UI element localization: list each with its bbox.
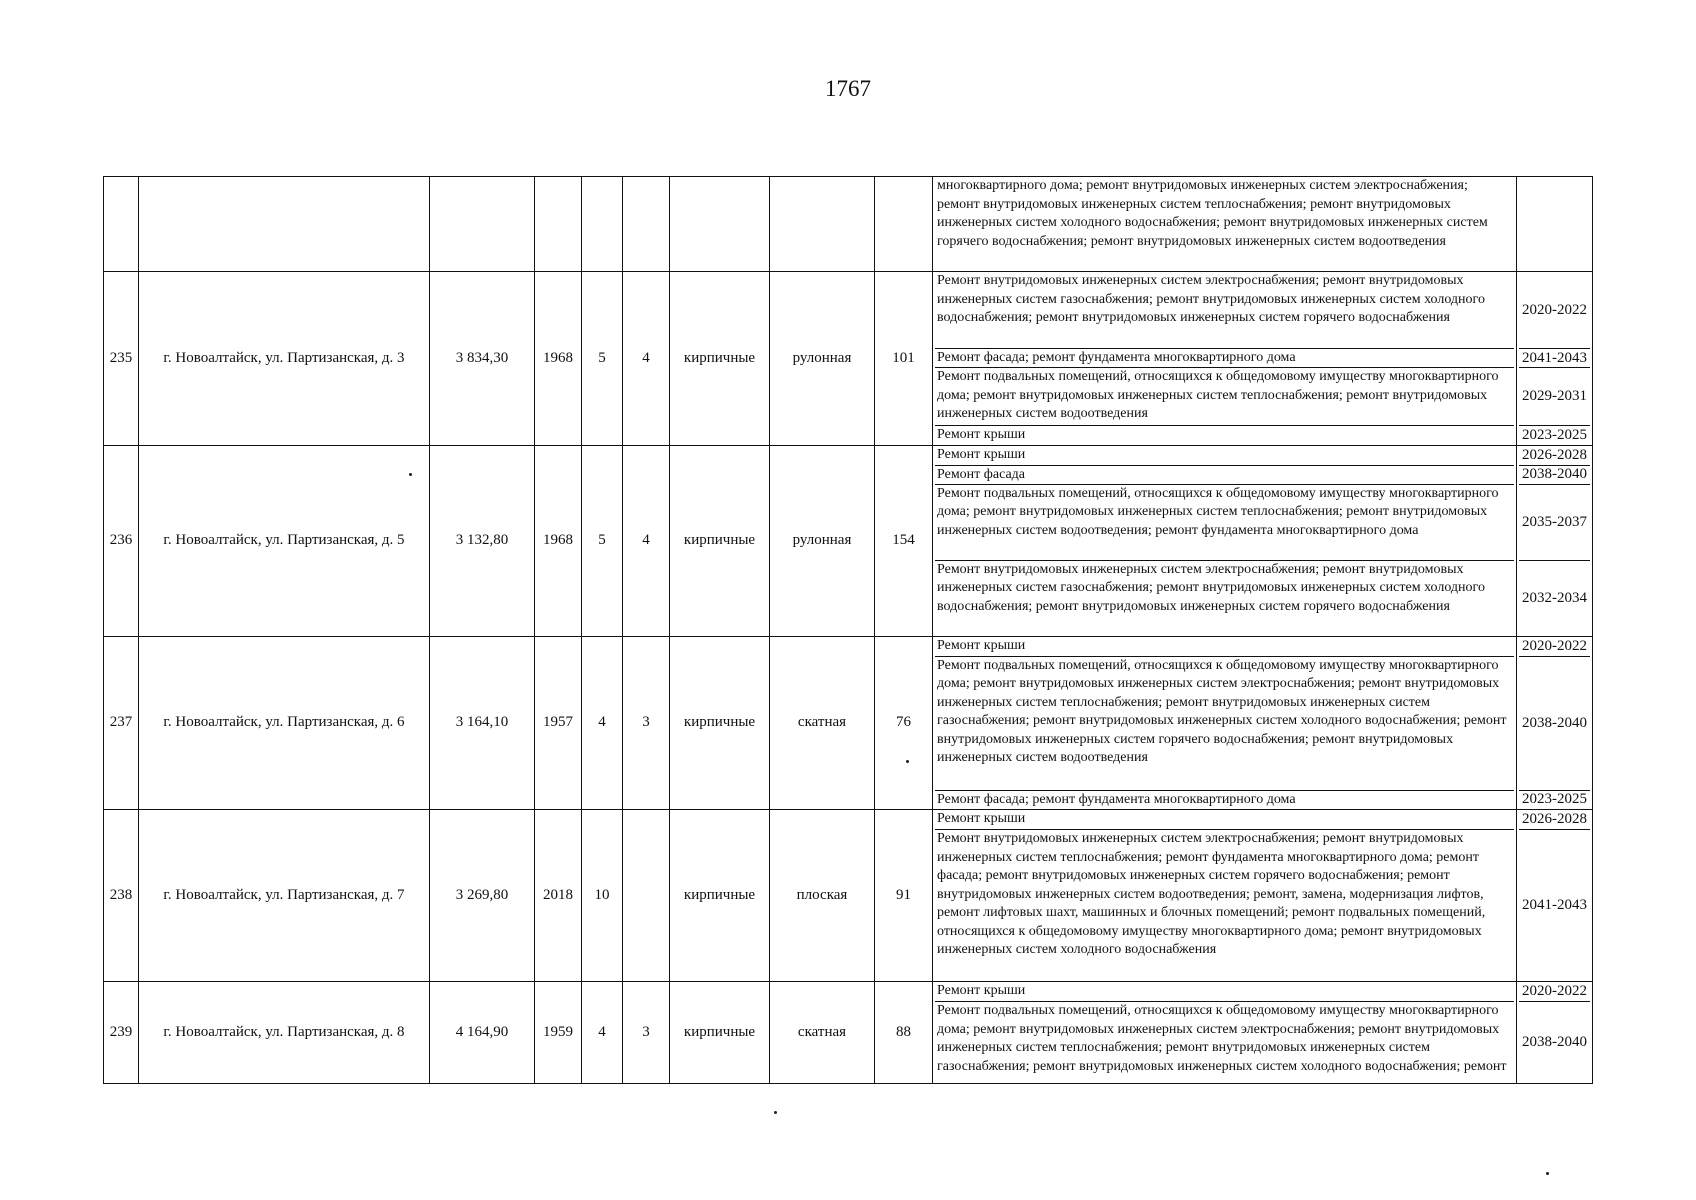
work-period: 2041-2043: [1519, 348, 1590, 367]
page-number: 1767: [825, 76, 871, 101]
cell-wall: кирпичные: [670, 272, 770, 446]
cell-entrances: [623, 810, 670, 982]
cell-area: 3 164,10: [430, 636, 535, 810]
work-text: Ремонт фасада; ремонт фундамента многоквартирного дома: [935, 790, 1514, 810]
scan-speck: [409, 473, 412, 476]
work-period: 2032-2034: [1519, 560, 1590, 636]
work-text: Ремонт фасада; ремонт фундамента многоквартирного дома: [935, 348, 1514, 367]
cell-works: [933, 636, 1517, 810]
cell-year: 1968: [535, 272, 582, 446]
cell-works: [933, 177, 1517, 272]
cell-works: [933, 272, 1517, 446]
scan-speck: [774, 1111, 777, 1114]
work-period: [1519, 177, 1590, 271]
cell-year: 2018: [535, 810, 582, 982]
cell-num: 237: [104, 636, 139, 810]
cell-year: 1957: [535, 636, 582, 810]
cell-works: [933, 982, 1517, 1084]
cell-entrances: 3: [623, 636, 670, 810]
cell-year: [535, 177, 582, 272]
work-period: 2020-2022: [1522, 301, 1587, 318]
work-period: 2023-2025: [1519, 790, 1590, 810]
work-period: 2038-2040: [1519, 465, 1590, 484]
work-period: 2038-2040: [1519, 1001, 1590, 1083]
work-period: 2020-2022: [1522, 983, 1587, 999]
cell-wall: кирпичные: [670, 636, 770, 810]
work-text: Ремонт подвальных помещений, относящихся к общедомовому имуществу многоквартирного дома; ремонт внутридомовых инженерных систем электроснабжения; ремонт внутридомовых инженерных систем теплоснабжения; ремонт внутридомовых инженерных систем газоснабжения; ремонт внутридомовых инженерных систем холодного водоснабжения; ремонт: [935, 1001, 1514, 1083]
cell-num: 236: [104, 445, 139, 636]
cell-periods: [1517, 272, 1593, 446]
cell-residents: 88: [875, 982, 933, 1084]
work-period: 2023-2025: [1519, 425, 1590, 445]
cell-year: 1959: [535, 982, 582, 1084]
table-row: [104, 445, 1593, 636]
cell-num: 239: [104, 982, 139, 1084]
table-row: [104, 636, 1593, 810]
work-period: 2026-2028: [1522, 811, 1587, 827]
work-text: Ремонт внутридомовых инженерных систем электроснабжения; ремонт внутридомовых инженерных систем теплоснабжения; ремонт фундамента многоквартирного дома; ремонт фасада; ремонт внутридомовых инженерных систем горячего водоснабжения; ремонт внутридомовых инженерных систем водоотведения; ремонт, замена, модернизация лифтов, ремонт лифтовых шахт, машинных и блочных помещений; ремонт подвальных помещений, относящихся к общедомовому имуществу многоквартирного дома; ремонт внутридомовых инженерных систем холодного водоснабжения: [935, 829, 1514, 981]
cell-periods: [1517, 982, 1593, 1084]
work-period: 2035-2037: [1519, 484, 1590, 560]
cell-roof: плоская: [770, 810, 875, 982]
cell-entrances: 4: [623, 272, 670, 446]
cell-works: [933, 810, 1517, 982]
cell-roof: [770, 177, 875, 272]
work-text: Ремонт подвальных помещений, относящихся к общедомовому имуществу многоквартирного дома; ремонт внутридомовых инженерных систем электроснабжения; ремонт внутридомовых инженерных систем теплоснабжения; ремонт внутридомовых инженерных систем газоснабжения; ремонт внутридомовых инженерных систем холодного водоснабжения; ремонт внутридомовых инженерных систем горячего водоснабжения; ремонт внутридомовых инженерных систем водоотведения: [935, 656, 1514, 790]
work-text: Ремонт внутридомовых инженерных систем электроснабжения; ремонт внутридомовых инженерных систем газоснабжения; ремонт внутридомовых инженерных систем холодного водоснабжения; ремонт внутридомовых инженерных систем горячего водоснабжения: [935, 560, 1514, 636]
cell-periods: [1517, 810, 1593, 982]
cell-floors: 5: [582, 445, 623, 636]
cell-residents: 101: [875, 272, 933, 446]
work-text: Ремонт крыши: [937, 637, 1026, 653]
work-period: 2029-2031: [1519, 367, 1590, 425]
cell-wall: кирпичные: [670, 445, 770, 636]
cell-address: г. Новоалтайск, ул. Партизанская, д. 8: [139, 982, 430, 1084]
work-text: многоквартирного дома; ремонт внутридомовых инженерных систем электроснабжения; ремонт внутридомовых инженерных систем теплоснабжения; ремонт внутридомовых инженерных систем холодного водоснабжения; ремонт внутридомовых инженерных систем горячего водоснабжения; ремонт внутридомовых инженерных систем водоотведения: [937, 178, 1488, 249]
work-text: Ремонт крыши: [935, 425, 1514, 445]
cell-floors: 10: [582, 810, 623, 982]
cell-periods: [1517, 177, 1593, 272]
cell-roof: рулонная: [770, 272, 875, 446]
cell-roof: скатная: [770, 636, 875, 810]
cell-address: г. Новоалтайск, ул. Партизанская, д. 7: [139, 810, 430, 982]
cell-floors: 4: [582, 636, 623, 810]
cell-wall: кирпичные: [670, 810, 770, 982]
cell-area: 3 834,30: [430, 272, 535, 446]
cell-area: [430, 177, 535, 272]
table-row: [104, 272, 1593, 446]
work-text: Ремонт подвальных помещений, относящихся к общедомовому имуществу многоквартирного дома; ремонт внутридомовых инженерных систем теплоснабжения; ремонт внутридомовых инженерных систем водоотведения; ремонт фундамента многоквартирного дома: [935, 484, 1514, 560]
cell-area: 4 164,90: [430, 982, 535, 1084]
work-text: Ремонт крыши: [937, 983, 1026, 998]
table-row: [104, 982, 1593, 1084]
table-row: [104, 810, 1593, 982]
cell-residents: [875, 177, 933, 272]
cell-area: 3 132,80: [430, 445, 535, 636]
cell-roof: скатная: [770, 982, 875, 1084]
cell-address: г. Новоалтайск, ул. Партизанская, д. 6: [139, 636, 430, 810]
work-period: 2038-2040: [1519, 656, 1590, 790]
cell-num: [104, 177, 139, 272]
cell-num: 235: [104, 272, 139, 446]
cell-works: [933, 445, 1517, 636]
work-period: 2026-2028: [1522, 446, 1587, 463]
work-text: Ремонт внутридомовых инженерных систем электроснабжения; ремонт внутридомовых инженерных систем газоснабжения; ремонт внутридомовых инженерных систем холодного водоснабжения; ремонт внутридомовых инженерных систем горячего водоснабжения: [937, 273, 1485, 325]
scan-speck: [906, 760, 909, 763]
table-row-continuation: [104, 177, 1593, 272]
cell-periods: [1517, 636, 1593, 810]
cell-residents: 76: [875, 636, 933, 810]
work-period: 2020-2022: [1522, 637, 1587, 654]
cell-wall: кирпичные: [670, 982, 770, 1084]
work-text: Ремонт крыши: [937, 811, 1026, 826]
cell-entrances: 3: [623, 982, 670, 1084]
work-period: 2041-2043: [1519, 829, 1590, 981]
cell-floors: 4: [582, 982, 623, 1084]
cell-entrances: 4: [623, 445, 670, 636]
capital-repair-table: [103, 176, 1593, 1084]
scan-speck: [1546, 1172, 1549, 1175]
cell-residents: 154: [875, 445, 933, 636]
cell-year: 1968: [535, 445, 582, 636]
cell-address: г. Новоалтайск, ул. Партизанская, д. 3: [139, 272, 430, 446]
cell-residents: 91: [875, 810, 933, 982]
cell-wall: [670, 177, 770, 272]
cell-periods: [1517, 445, 1593, 636]
cell-entrances: [623, 177, 670, 272]
cell-floors: 5: [582, 272, 623, 446]
cell-roof: рулонная: [770, 445, 875, 636]
work-text: Ремонт крыши: [937, 446, 1026, 462]
cell-num: 238: [104, 810, 139, 982]
cell-area: 3 269,80: [430, 810, 535, 982]
work-text: Ремонт фасада: [935, 465, 1514, 484]
work-text: Ремонт подвальных помещений, относящихся к общедомовому имуществу многоквартирного дома; ремонт внутридомовых инженерных систем теплоснабжения; ремонт внутридомовых инженерных систем водоотведения: [935, 367, 1514, 425]
cell-address: г. Новоалтайск, ул. Партизанская, д. 5: [139, 445, 430, 636]
cell-address: [139, 177, 430, 272]
cell-floors: [582, 177, 623, 272]
